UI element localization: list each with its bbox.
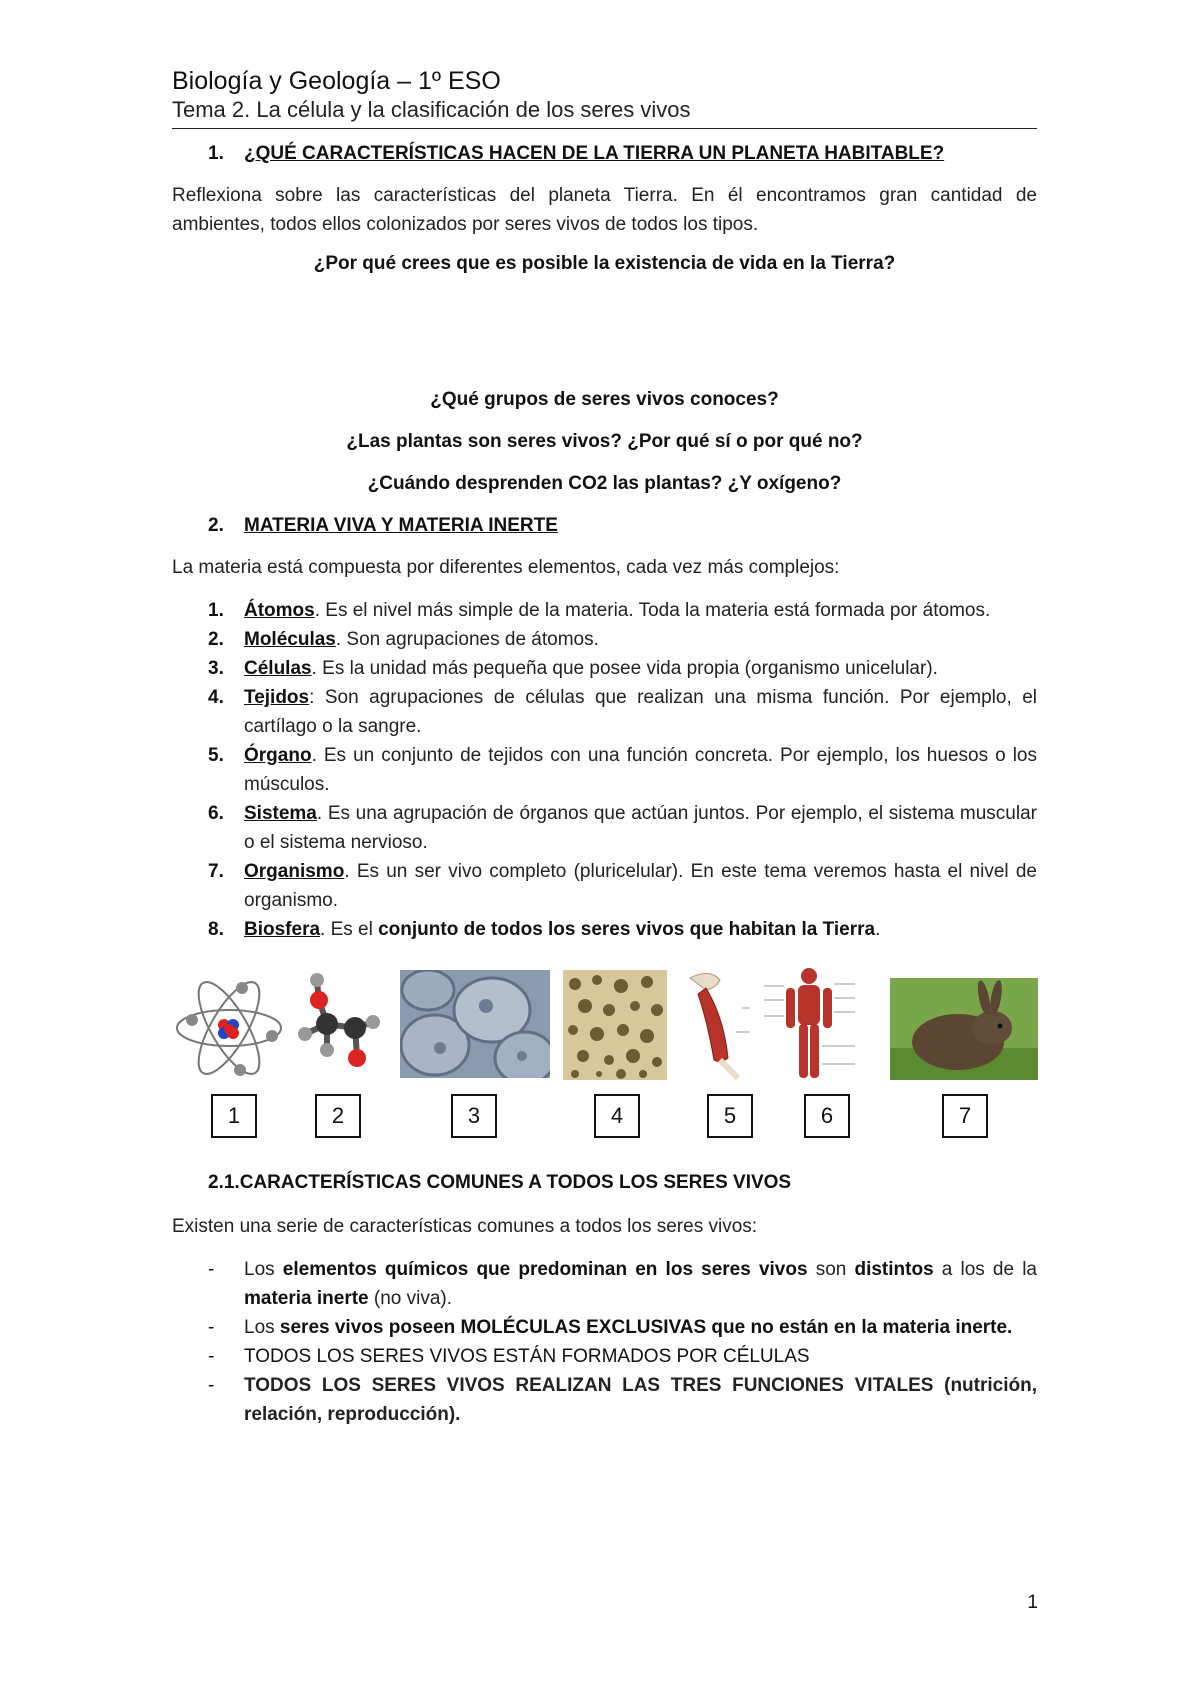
item-number: 8. — [208, 919, 224, 940]
section-1-heading — [172, 143, 1037, 165]
definition-pre: . Es el — [320, 919, 379, 940]
text: TODOS LOS SERES VIVOS ESTÁN FORMADOS POR CÉLULAS — [244, 1346, 810, 1367]
figure-label-7: 7 — [942, 1094, 988, 1138]
definition-post: . — [875, 919, 881, 940]
term: Tejidos — [244, 687, 310, 708]
bullet-dash: - — [208, 1375, 215, 1396]
section-1-title: ¿QUÉ CARACTERÍSTICAS HACEN DE LA TIERRA UN PLANETA HABITABLE? — [244, 143, 945, 164]
text-bold: elementos químicos que predominan en los seres vivos — [282, 1259, 808, 1280]
definition: : Son agrupaciones de células que realizan una misma función. Por ejemplo, el cartílago o la sangre. — [244, 687, 1037, 737]
term: Moléculas — [244, 629, 336, 650]
bullet-dash: - — [208, 1346, 215, 1367]
item-number: 1. — [208, 600, 224, 621]
document-page — [172, 66, 1037, 1429]
list-item — [172, 654, 1037, 683]
list-item — [172, 915, 1037, 944]
definition: . Es la unidad más pequeña que posee vida propia (organismo unicelular). — [311, 658, 938, 679]
page-number: 1 — [1027, 1592, 1038, 1613]
figure-label-6: 6 — [804, 1094, 850, 1138]
atom-image — [172, 978, 287, 1078]
item-number: 4. — [208, 687, 224, 708]
section-1-number: 1. — [208, 143, 224, 164]
text: Los — [244, 1259, 283, 1280]
definition: . Es un ser vivo completo (pluricelular). En este tema veremos hasta el nivel de organismo. — [244, 861, 1037, 911]
definition: . Son agrupaciones de átomos. — [335, 629, 599, 650]
cells-image — [400, 970, 550, 1078]
section-2-1-title: 2.1.CARACTERÍSTICAS COMUNES A TODOS LOS SERES VIVOS — [208, 1172, 792, 1193]
text: a los de la — [933, 1259, 1037, 1280]
rabbit-image — [890, 978, 1038, 1080]
bullet-dash: - — [208, 1317, 215, 1338]
figure-label-5: 5 — [707, 1094, 753, 1138]
section-2-intro: La materia está compuesta por diferentes elementos, cada vez más complejos: — [172, 557, 840, 578]
definition: . Es una agrupación de órganos que actúan juntos. Por ejemplo, el sistema muscular o el sistema nervioso. — [244, 803, 1037, 853]
term: Biosfera — [244, 919, 321, 940]
bullet-dash: - — [208, 1259, 215, 1280]
question-groups: ¿Qué grupos de seres vivos conoces? — [430, 389, 779, 410]
section-1-intro: Reflexiona sobre las características del planeta Tierra. En él encontramos gran cantidad de ambientes, todos ellos colonizados por seres vivos de todos los tipos. — [172, 185, 1037, 235]
definition-bold: conjunto de todos los seres vivos que habitan la Tierra — [378, 919, 876, 940]
text-bold: TODOS LOS SERES VIVOS REALIZAN LAS TRES FUNCIONES VITALES (nutrición, relación, reproducción). — [244, 1375, 1037, 1425]
list-item — [172, 741, 1037, 799]
question-co2: ¿Cuándo desprenden CO2 las plantas? ¿Y oxígeno? — [367, 473, 842, 494]
list-item — [172, 857, 1037, 915]
figure-label-4: 4 — [594, 1094, 640, 1138]
term: Organismo — [244, 861, 345, 882]
text-bold: distintos — [854, 1259, 934, 1280]
section-2-heading — [172, 515, 1037, 537]
term: Células — [244, 658, 312, 679]
item-number: 5. — [208, 745, 224, 766]
organization-levels-list — [172, 596, 1037, 944]
item-number: 6. — [208, 803, 224, 824]
text-bold: seres vivos poseen MOLÉCULAS EXCLUSIVAS que no están en la materia inerte. — [279, 1317, 1013, 1338]
list-item — [172, 1313, 1037, 1342]
text-bold: materia inerte — [244, 1288, 369, 1309]
term: Sistema — [244, 803, 317, 824]
muscular-system-image — [762, 966, 857, 1084]
section-2-1-intro: Existen una serie de características comunes a todos los seres vivos: — [172, 1216, 758, 1237]
text: son — [807, 1259, 855, 1280]
term: Órgano — [244, 745, 312, 766]
muscle-organ-image — [680, 968, 755, 1083]
term: Átomos — [244, 600, 315, 621]
definition: . Es un conjunto de tejidos con una función concreta. Por ejemplo, los huesos o los músculos. — [244, 745, 1037, 795]
list-item — [172, 799, 1037, 857]
text: (no viva). — [368, 1288, 453, 1309]
item-number: 3. — [208, 658, 224, 679]
list-item — [172, 1255, 1037, 1313]
item-number: 2. — [208, 629, 224, 650]
section-2-title: MATERIA VIVA Y MATERIA INERTE — [244, 515, 558, 536]
tissue-image — [563, 970, 667, 1080]
text: Los — [244, 1317, 280, 1338]
list-item — [172, 596, 1037, 625]
organization-levels-figure — [172, 966, 1037, 1166]
list-item — [172, 625, 1037, 654]
list-item — [172, 683, 1037, 741]
item-number: 7. — [208, 861, 224, 882]
question-plants: ¿Las plantas son seres vivos? ¿Por qué sí o por qué no? — [346, 431, 863, 452]
topic-title: Tema 2. La célula y la clasificación de los seres vivos — [172, 97, 691, 122]
list-item — [172, 1342, 1037, 1371]
question-life-on-earth: ¿Por qué crees que es posible la existencia de vida en la Tierra? — [313, 253, 896, 274]
figure-label-3: 3 — [451, 1094, 497, 1138]
list-item — [172, 1371, 1037, 1429]
molecule-image — [297, 972, 382, 1084]
figure-label-2: 2 — [315, 1094, 361, 1138]
section-2-number: 2. — [208, 515, 224, 536]
course-title: Biología y Geología – 1º ESO — [172, 67, 501, 95]
figure-label-1: 1 — [211, 1094, 257, 1138]
definition: . Es el nivel más simple de la materia. Toda la materia está formada por átomos. — [314, 600, 991, 621]
common-characteristics-list — [172, 1255, 1037, 1429]
answer-space — [172, 295, 1037, 389]
header-divider — [172, 128, 1037, 129]
